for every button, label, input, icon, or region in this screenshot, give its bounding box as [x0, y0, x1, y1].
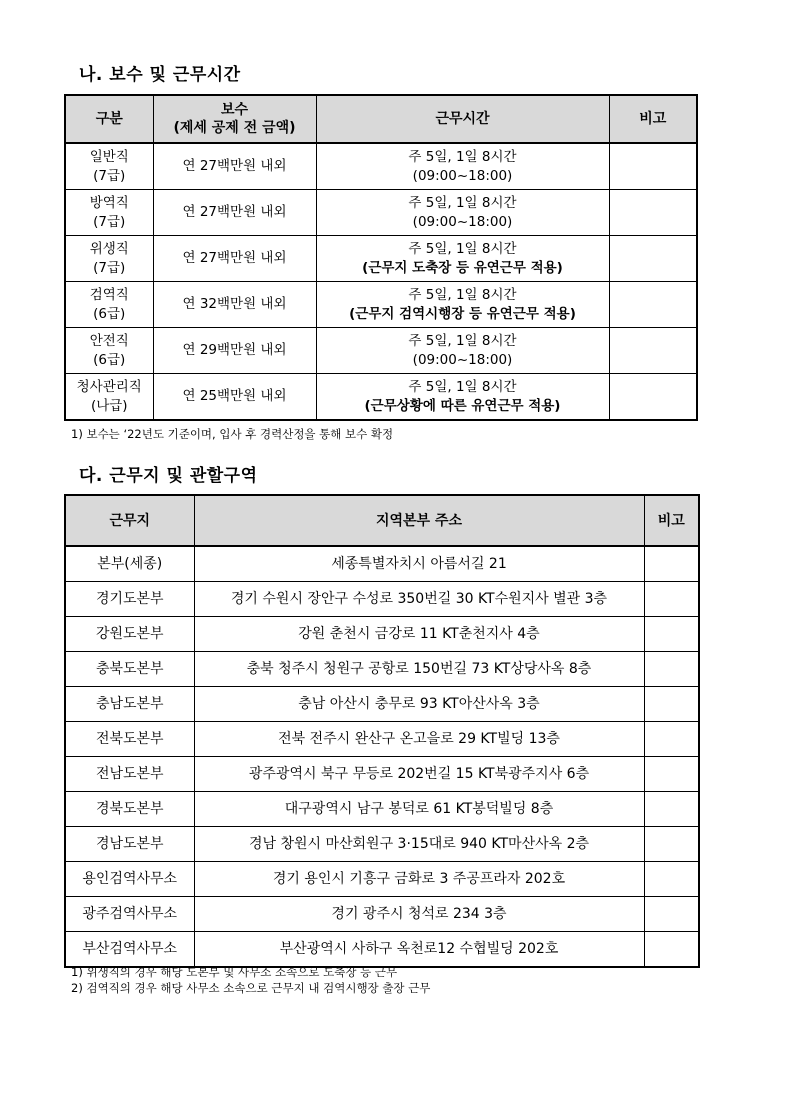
- hours-cell: [316, 374, 609, 421]
- address-cell: 경남 창원시 마산회원구 3·15대로 940 KT마산사옥 2층: [194, 827, 644, 862]
- hours-note: (근무지 검역시행장 등 유연근무 적용): [349, 305, 576, 322]
- job-type: 일반직: [89, 148, 129, 165]
- table-row: [65, 617, 699, 652]
- section-title-pay-hours: 나. 보수 및 근무시간: [79, 65, 241, 85]
- remark-cell: [644, 897, 699, 932]
- hours-text: 주 5일, 1일 8시간: [408, 194, 517, 211]
- remark-cell: [609, 190, 697, 236]
- header-pay-sublabel: (제세 공제 전 금액): [173, 120, 296, 136]
- job-grade: (7급): [93, 167, 126, 184]
- remark-cell: [644, 862, 699, 897]
- hours-text: 주 5일, 1일 8시간: [408, 378, 517, 395]
- hours-note: (근무지 도축장 등 유연근무 적용): [362, 259, 563, 276]
- workplace-cell: 부산검역사무소: [65, 932, 194, 968]
- header-remark: 비고: [644, 495, 699, 546]
- workplace-cell: 강원도본부: [65, 617, 194, 652]
- category-cell: [65, 282, 153, 328]
- hours-text: 주 5일, 1일 8시간: [408, 148, 517, 165]
- hours-note: (근무상황에 따른 유연근무 적용): [364, 397, 561, 414]
- header-remark: 비고: [609, 95, 697, 143]
- remark-cell: [644, 792, 699, 827]
- workplace-cell: 광주검역사무소: [65, 897, 194, 932]
- job-type: 방역직: [89, 194, 129, 211]
- job-grade: (7급): [93, 259, 126, 276]
- header-category: 구분: [65, 95, 153, 143]
- remark-cell: [644, 827, 699, 862]
- hours-text: 주 5일, 1일 8시간: [408, 332, 517, 349]
- workplace-cell: 전남도본부: [65, 757, 194, 792]
- remark-cell: [609, 282, 697, 328]
- address-cell: 충북 청주시 청원구 공항로 150번길 73 KT상당사옥 8층: [194, 652, 644, 687]
- table-row: [65, 687, 699, 722]
- table-row: [65, 328, 697, 374]
- header-pay: [153, 95, 316, 143]
- workplace-cell: 경북도본부: [65, 792, 194, 827]
- pay-cell: 연 27백만원 내외: [153, 236, 316, 282]
- job-grade: (6급): [93, 351, 126, 368]
- table-row: [65, 190, 697, 236]
- table-row: [65, 546, 699, 582]
- job-grade: (나급): [90, 397, 128, 414]
- remark-cell: [644, 687, 699, 722]
- address-cell: 전북 전주시 완산구 온고을로 29 KT빌딩 13층: [194, 722, 644, 757]
- category-cell: [65, 236, 153, 282]
- remark-cell: [609, 143, 697, 190]
- pay-cell: 연 27백만원 내외: [153, 143, 316, 190]
- table-row: [65, 722, 699, 757]
- workplace-cell: 전북도본부: [65, 722, 194, 757]
- pay-cell: 연 32백만원 내외: [153, 282, 316, 328]
- hours-cell: [316, 143, 609, 190]
- remark-cell: [644, 546, 699, 582]
- hours-text: 주 5일, 1일 8시간: [408, 286, 517, 303]
- category-cell: [65, 143, 153, 190]
- remark-cell: [644, 722, 699, 757]
- pay-cell: 연 29백만원 내외: [153, 328, 316, 374]
- remark-cell: [644, 582, 699, 617]
- hours-cell: [316, 328, 609, 374]
- remark-cell: [644, 757, 699, 792]
- remark-cell: [609, 328, 697, 374]
- header-workplace: 근무지: [65, 495, 194, 546]
- header-hours: 근무시간: [316, 95, 609, 143]
- pay-cell: 연 25백만원 내외: [153, 374, 316, 421]
- address-cell: 강원 춘천시 금강로 11 KT춘천지사 4층: [194, 617, 644, 652]
- table-row: [65, 897, 699, 932]
- address-cell: 경기 광주시 청석로 234 3층: [194, 897, 644, 932]
- table-row: [65, 236, 697, 282]
- hours-cell: [316, 190, 609, 236]
- address-cell: 부산광역시 사하구 옥천로12 수협빌딩 202호: [194, 932, 644, 968]
- job-type: 안전직: [89, 332, 129, 349]
- workplace-footnote-2: 2) 검역직의 경우 해당 사무소 소속으로 근무지 내 검역시행장 출장 근무: [71, 981, 431, 995]
- hours-text: 주 5일, 1일 8시간: [408, 240, 517, 257]
- workplace-footnote-1: 1) 위생직의 경우 해당 도본부 및 사무소 소속으로 도축장 등 근무: [71, 965, 398, 979]
- address-cell: 경기 수원시 장안구 수성로 350번길 30 KT수원지사 별관 3층: [194, 582, 644, 617]
- hours-note: (09:00~18:00): [412, 351, 513, 368]
- table-row: [65, 827, 699, 862]
- table-header-row: [65, 95, 697, 143]
- table-header-row: [65, 495, 699, 546]
- address-cell: 경기 용인시 기흥구 금화로 3 주공프라자 202호: [194, 862, 644, 897]
- table-row: [65, 862, 699, 897]
- pay-footnote: 1) 보수는 ‘22년도 기준이며, 입사 후 경력산정을 통해 보수 확정: [71, 427, 394, 441]
- pay-hours-table: [64, 94, 698, 421]
- header-pay-label: 보수: [220, 102, 249, 118]
- header-address: 지역본부 주소: [194, 495, 644, 546]
- table-row: [65, 932, 699, 968]
- job-type: 청사관리직: [76, 378, 142, 395]
- job-type: 검역직: [89, 286, 129, 303]
- remark-cell: [609, 236, 697, 282]
- hours-cell: [316, 236, 609, 282]
- address-cell: 광주광역시 북구 무등로 202번길 15 KT북광주지사 6층: [194, 757, 644, 792]
- workplace-cell: 충남도본부: [65, 687, 194, 722]
- hours-note: (09:00~18:00): [412, 213, 513, 230]
- table-row: [65, 652, 699, 687]
- table-row: [65, 792, 699, 827]
- hours-note: (09:00~18:00): [412, 167, 513, 184]
- table-row: [65, 582, 699, 617]
- category-cell: [65, 190, 153, 236]
- table-row: [65, 374, 697, 421]
- workplace-cell: 경기도본부: [65, 582, 194, 617]
- hours-cell: [316, 282, 609, 328]
- job-grade: (7급): [93, 213, 126, 230]
- job-type: 위생직: [89, 240, 129, 257]
- remark-cell: [644, 932, 699, 968]
- workplace-cell: 충북도본부: [65, 652, 194, 687]
- address-cell: 세종특별자치시 아름서길 21: [194, 546, 644, 582]
- category-cell: [65, 328, 153, 374]
- address-cell: 충남 아산시 충무로 93 KT아산사옥 3층: [194, 687, 644, 722]
- job-grade: (6급): [93, 305, 126, 322]
- remark-cell: [609, 374, 697, 421]
- remark-cell: [644, 617, 699, 652]
- table-row: [65, 757, 699, 792]
- remark-cell: [644, 652, 699, 687]
- workplace-cell: 용인검역사무소: [65, 862, 194, 897]
- workplace-cell: 경남도본부: [65, 827, 194, 862]
- table-row: [65, 282, 697, 328]
- address-cell: 대구광역시 남구 봉덕로 61 KT봉덕빌딩 8층: [194, 792, 644, 827]
- section-title-workplace: 다. 근무지 및 관할구역: [79, 466, 258, 486]
- table-row: [65, 143, 697, 190]
- pay-cell: 연 27백만원 내외: [153, 190, 316, 236]
- workplace-table: [64, 494, 700, 968]
- workplace-cell: 본부(세종): [65, 546, 194, 582]
- category-cell: [65, 374, 153, 421]
